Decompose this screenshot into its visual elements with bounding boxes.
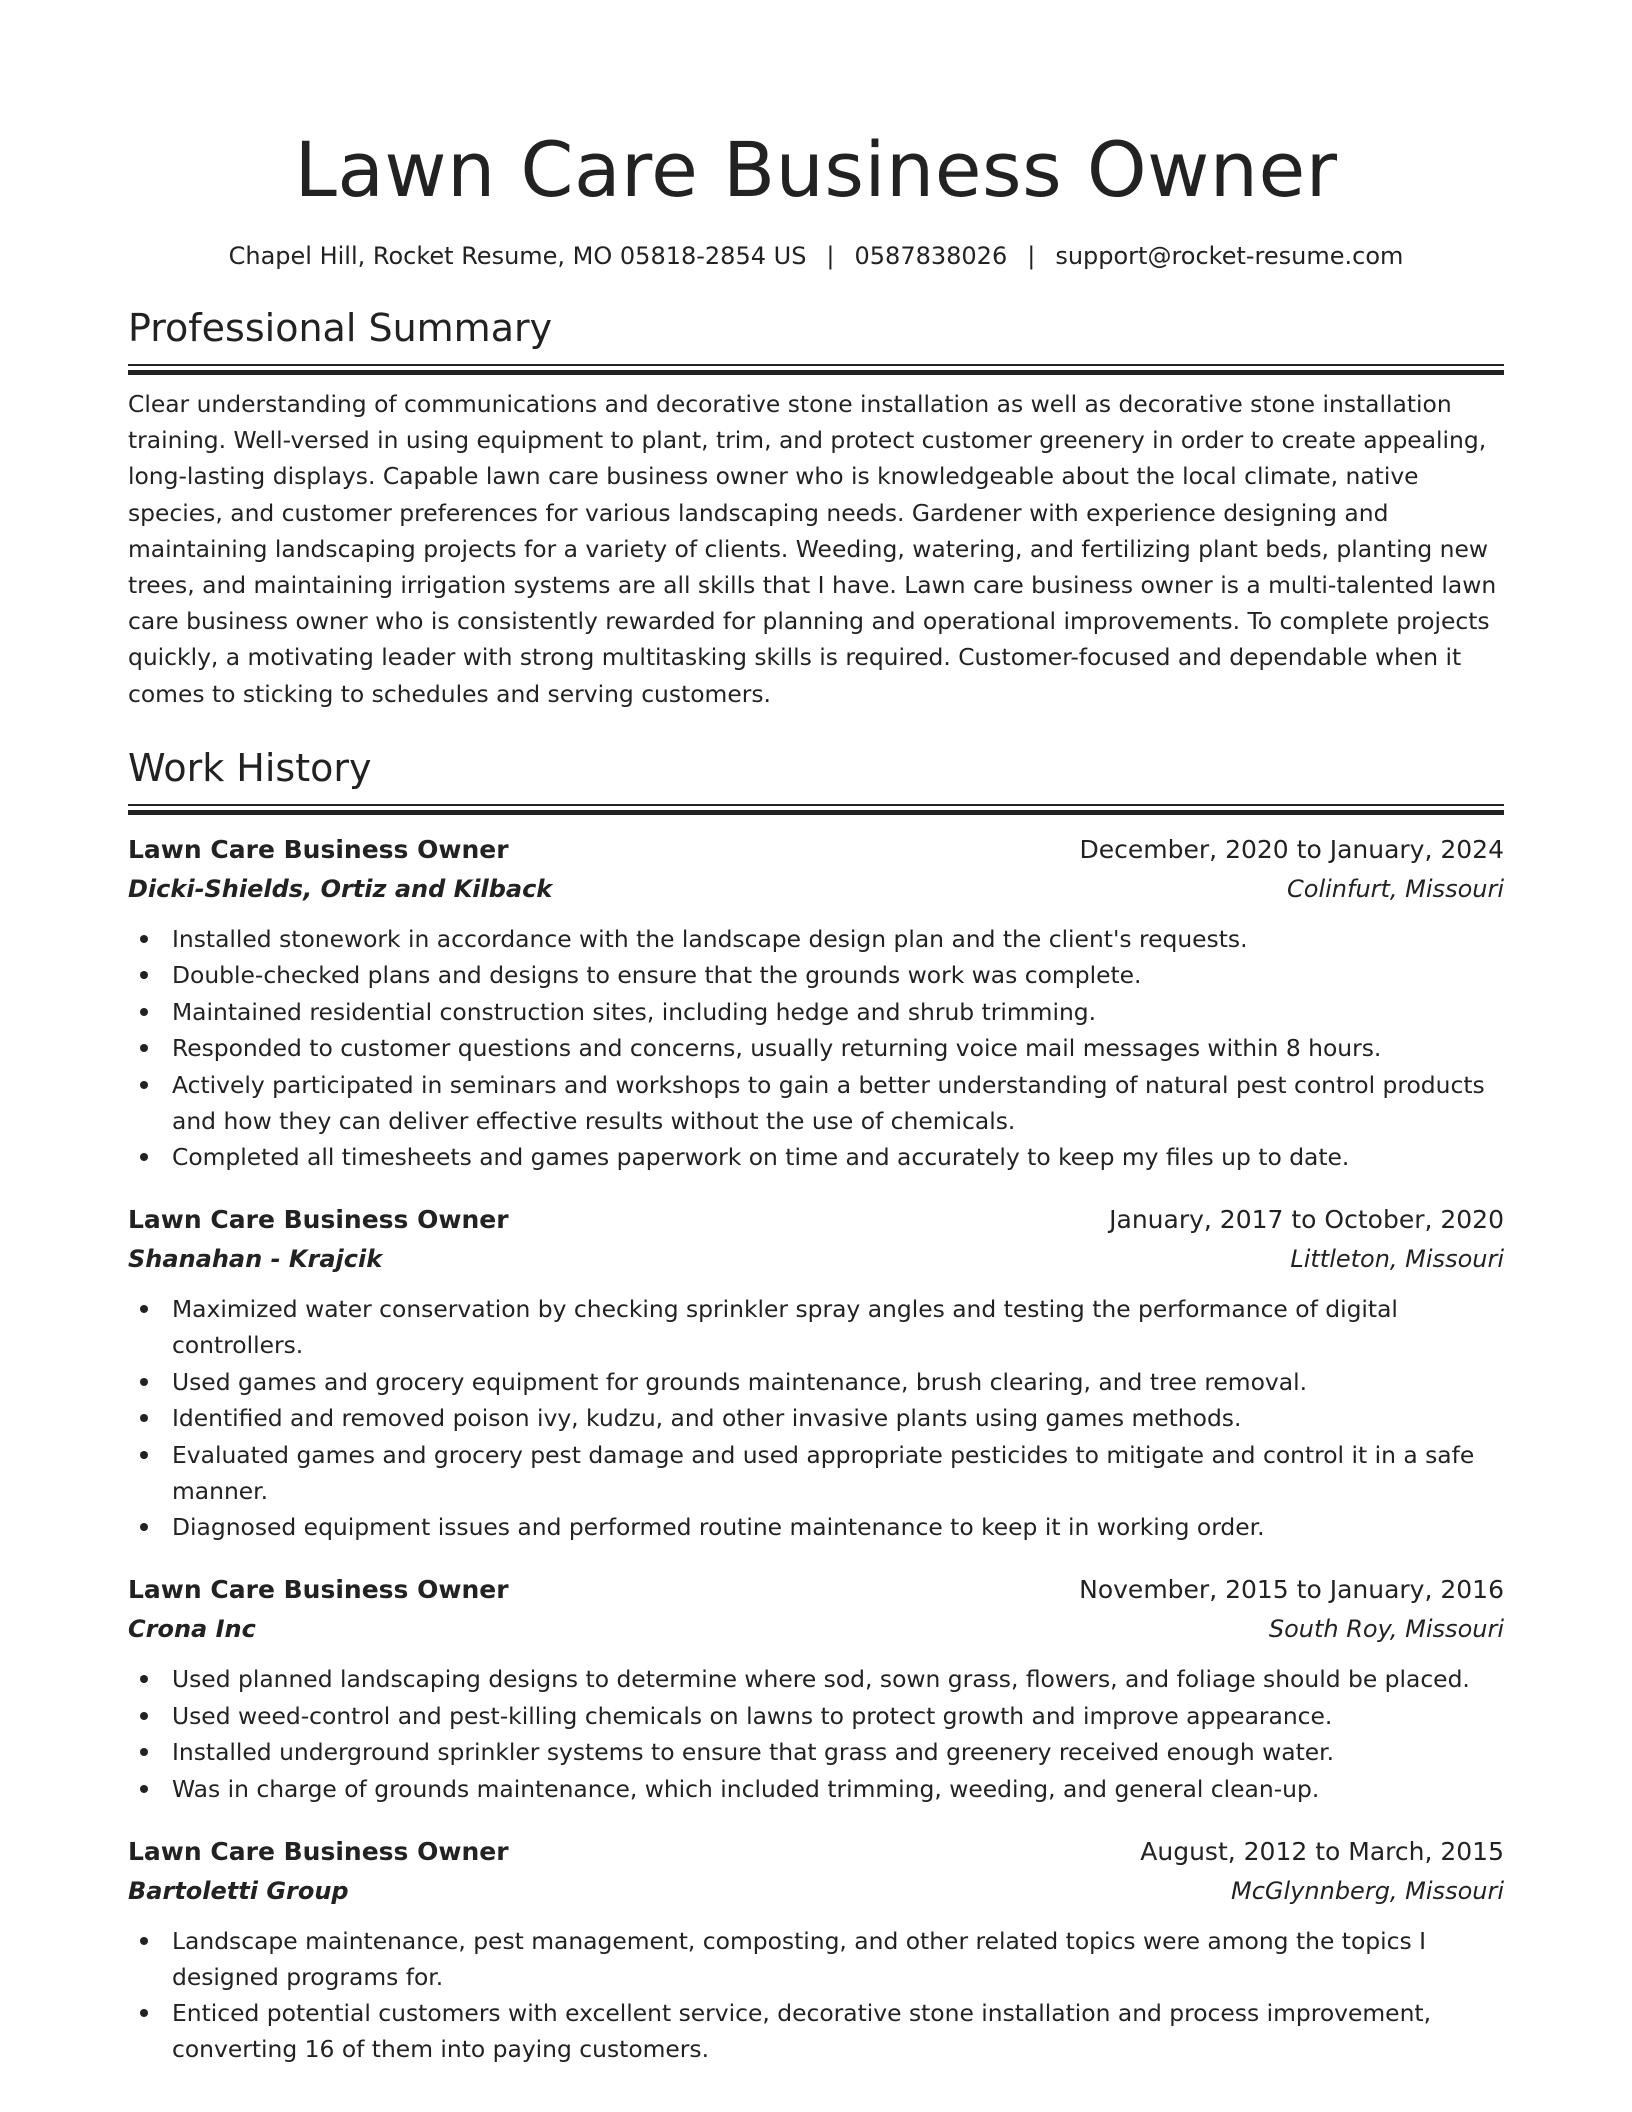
job-title: Lawn Care Business Owner	[128, 1205, 509, 1235]
job-title: Lawn Care Business Owner	[128, 1575, 509, 1605]
job-title: Lawn Care Business Owner	[128, 834, 509, 864]
job-company-row	[128, 1239, 1504, 1279]
job-company-row	[128, 1609, 1504, 1649]
job-header-row	[128, 1833, 1504, 1871]
job-entry	[128, 1833, 1504, 2068]
job-dates: January, 2017 to October, 2020	[1109, 1205, 1504, 1235]
bullet-dot-icon	[140, 1451, 148, 1459]
job-bullet-text: Responded to customer questions and concerns, usually returning voice mail messages within 8 hours.	[172, 1034, 1382, 1063]
job-location: Colinfurt, Missouri	[1287, 874, 1504, 903]
job-location: South Roy, Missouri	[1268, 1615, 1504, 1644]
job-bullet-list	[128, 1661, 1504, 1807]
job-company: Shanahan - Krajcik	[128, 1245, 383, 1274]
job-bullet-text: Evaluated games and grocery pest damage and used appropriate pesticides to mitigate and control it in a safe manner.	[172, 1440, 1475, 1505]
bullet-dot-icon	[140, 1675, 148, 1683]
job-bullet-text: Was in charge of grounds maintenance, which included trimming, weeding, and general clean-up.	[172, 1774, 1320, 1803]
job-bullet-item	[172, 1030, 1504, 1066]
job-bullet-text: Completed all timesheets and games paperwork on time and accurately to keep my files up to date.	[172, 1143, 1350, 1172]
job-dates: August, 2012 to March, 2015	[1140, 1836, 1504, 1866]
job-bullet-item	[172, 1400, 1504, 1436]
job-bullet-text: Maximized water conservation by checking sprinkler spray angles and testing the performance of digital controllers.	[172, 1295, 1398, 1360]
work-history-section	[128, 744, 1504, 2068]
job-location: Littleton, Missouri	[1290, 1245, 1504, 1274]
job-bullet-text: Actively participated in seminars and workshops to gain a better understanding of natural pest control products and how they can deliver effective results without the use of chemicals.	[172, 1070, 1485, 1135]
bullet-dot-icon	[140, 935, 148, 943]
section-divider	[128, 804, 1504, 814]
bullet-dot-icon	[140, 971, 148, 979]
bullet-dot-icon	[140, 2009, 148, 2017]
summary-text: Clear understanding of communications and decorative stone installation as well as decorative stone installation training. Well-versed in using equipment to plant, trim, and protect customer greenery in order to create appealing, long-lasting displays. Capable lawn care business owner who is knowledgeable about the local climate, native species, and customer preferences for various landscaping needs. Gardener with experience designing and maintaining landscaping projects for a variety of clients. Weeding, watering, and fertilizing plant beds, planting new trees, and maintaining irrigation systems are all skills that I have. Lawn care business owner is a multi-talented lawn care business owner who is consistently rewarded for planning and operational improvements. To complete projects quickly, a motivating leader with strong multitasking skills is required. Customer-focused and dependable when it comes to sticking to schedules and serving customers.	[128, 390, 1497, 708]
contact-phone: 0587838026	[854, 242, 1008, 270]
job-bullet-text: Used games and grocery equipment for grounds maintenance, brush clearing, and tree removal.	[172, 1367, 1308, 1396]
bullet-dot-icon	[140, 1153, 148, 1161]
job-bullet-text: Double-checked plans and designs to ensure that the grounds work was complete.	[172, 961, 1142, 990]
bullet-dot-icon	[140, 1785, 148, 1793]
job-bullet-text: Diagnosed equipment issues and performed routine maintenance to keep it in working order.	[172, 1513, 1265, 1542]
job-bullet-text: Installed underground sprinkler systems to ensure that grass and greenery received enough water.	[172, 1738, 1335, 1767]
contact-address: Chapel Hill, Rocket Resume, MO 05818-2854 US	[228, 242, 807, 270]
contact-line	[128, 240, 1504, 272]
bullet-dot-icon	[140, 1937, 148, 1945]
job-bullet-text: Landscape maintenance, pest management, composting, and other related topics were among the topics I designed programs for.	[172, 1926, 1426, 1991]
bullet-dot-icon	[140, 1414, 148, 1422]
job-bullet-list	[128, 1923, 1504, 2068]
job-bullet-item	[172, 1437, 1504, 1509]
section-divider	[128, 364, 1504, 374]
job-bullet-item	[172, 1923, 1504, 1995]
job-bullet-text: Installed stonework in accordance with the landscape design plan and the client's requests.	[172, 924, 1248, 953]
job-entry	[128, 1571, 1504, 1807]
job-bullet-item	[172, 1509, 1504, 1545]
job-header-row	[128, 1571, 1504, 1609]
job-bullet-list	[128, 921, 1504, 1176]
job-bullet-item	[172, 1067, 1504, 1139]
contact-separator: |	[1027, 242, 1036, 270]
job-bullet-item	[172, 1364, 1504, 1400]
job-list	[128, 831, 1504, 2068]
job-bullet-text: Used planned landscaping designs to determine where sod, sown grass, flowers, and foliage should be placed.	[172, 1665, 1470, 1694]
section-heading-work-history: Work History	[128, 745, 372, 790]
bullet-dot-icon	[140, 1081, 148, 1089]
job-bullet-item	[172, 994, 1504, 1030]
bullet-dot-icon	[140, 1305, 148, 1313]
job-company: Bartoletti Group	[128, 1876, 349, 1905]
bullet-dot-icon	[140, 1378, 148, 1386]
resume-page	[128, 0, 1504, 2068]
job-bullet-text: Maintained residential construction sites, including hedge and shrub trimming.	[172, 997, 1097, 1026]
job-bullet-item	[172, 1734, 1504, 1770]
job-bullet-item	[172, 1771, 1504, 1807]
resume-title: Lawn Care Business Owner	[294, 125, 1338, 214]
contact-separator: |	[826, 242, 835, 270]
job-bullet-item	[172, 957, 1504, 993]
job-bullet-item	[172, 921, 1504, 957]
job-header-row	[128, 831, 1504, 869]
section-heading-summary: Professional Summary	[128, 306, 553, 350]
job-company: Dicki-Shields, Ortiz and Kilback	[128, 874, 553, 903]
job-bullet-item	[172, 1995, 1504, 2067]
bullet-dot-icon	[140, 1044, 148, 1052]
job-dates: November, 2015 to January, 2016	[1079, 1575, 1504, 1605]
job-entry	[128, 831, 1504, 1176]
job-bullet-text: Enticed potential customers with excellent service, decorative stone installation and process improvement, converting 16 of them into paying customers.	[172, 1999, 1432, 2064]
job-header-row	[128, 1201, 1504, 1239]
bullet-dot-icon	[140, 1712, 148, 1720]
job-location: McGlynnberg, Missouri	[1231, 1876, 1504, 1905]
bullet-dot-icon	[140, 1523, 148, 1531]
job-title: Lawn Care Business Owner	[128, 1836, 509, 1866]
job-bullet-text: Identified and removed poison ivy, kudzu, and other invasive plants using games methods.	[172, 1404, 1242, 1433]
bullet-dot-icon	[140, 1748, 148, 1756]
job-bullet-text: Used weed-control and pest-killing chemicals on lawns to protect growth and improve appearance.	[172, 1701, 1333, 1730]
job-bullet-item	[172, 1139, 1504, 1175]
job-bullet-item	[172, 1661, 1504, 1697]
contact-email: support@rocket-resume.com	[1055, 242, 1404, 270]
job-entry	[128, 1201, 1504, 1545]
job-dates: December, 2020 to January, 2024	[1079, 834, 1504, 864]
job-company-row	[128, 1871, 1504, 1911]
job-bullet-list	[128, 1291, 1504, 1545]
job-bullet-item	[172, 1698, 1504, 1734]
professional-summary-section	[128, 304, 1504, 712]
job-bullet-item	[172, 1291, 1504, 1363]
bullet-dot-icon	[140, 1008, 148, 1016]
job-company: Crona Inc	[128, 1615, 256, 1644]
job-company-row	[128, 869, 1504, 909]
